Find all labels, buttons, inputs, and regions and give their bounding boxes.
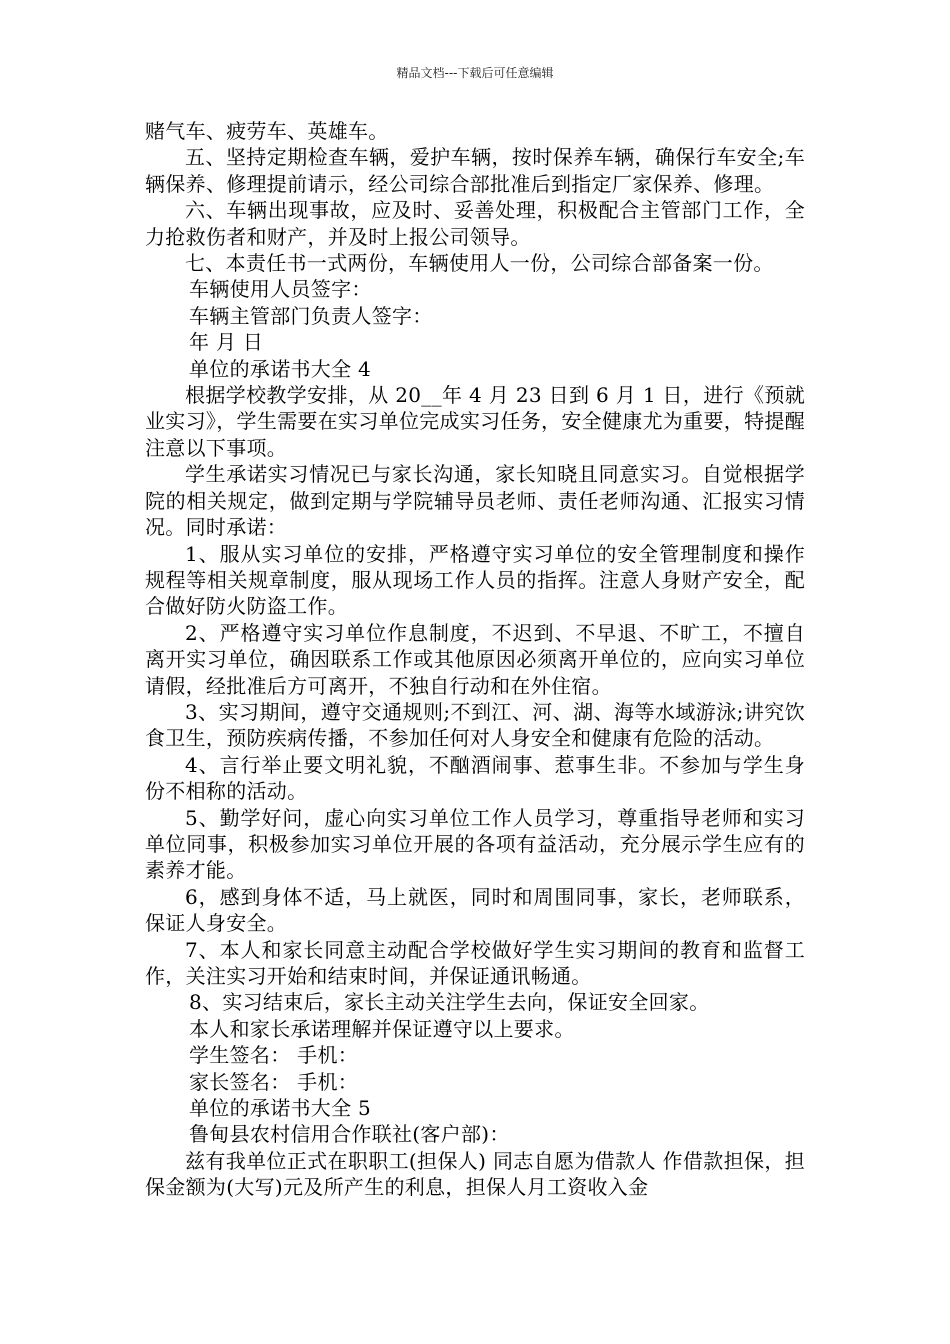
paragraph-20: 家长签名： 手机： bbox=[189, 1069, 359, 1094]
paragraph-22: 鲁甸县农村信用合作联社(客户部)： bbox=[189, 1122, 510, 1147]
paragraph-11: 2、严格遵守实习单位作息制度，不迟到、不早退、不旷工，不擅自离开实习单位，确因联系工作或其他原因必须离开单位的，应向实习单位请假，经批准后方可离开，不独自行动和在外住宿。 bbox=[145, 620, 805, 698]
paragraph-3: 七、本责任书一式两份，车辆使用人一份，公司综合部备案一份。 bbox=[185, 251, 774, 276]
paragraph-7: 单位的承诺书大全 4 bbox=[189, 356, 372, 381]
paragraph-4: 车辆使用人员签字： bbox=[189, 277, 372, 302]
paragraph-21: 单位的承诺书大全 5 bbox=[189, 1096, 372, 1121]
paragraph-5: 车辆主管部门负责人签字： bbox=[189, 303, 433, 328]
paragraph-6: 年 月 日 bbox=[189, 330, 264, 355]
paragraph-12: 3、实习期间，遵守交通规则;不到江、河、湖、海等水域游泳;讲究饮食卫生，预防疾病传播，不参加任何对人身安全和健康有危险的活动。 bbox=[145, 699, 805, 751]
paragraph-19: 学生签名： 手机： bbox=[189, 1043, 359, 1068]
paragraph-23: 兹有我单位正式在职职工(担保人) 同志自愿为借款人 作借款担保，担保金额为(大写)元及所产生的利息，担保人月工资收入金 bbox=[145, 1148, 805, 1200]
paragraph-10: 1、服从实习单位的安排，严格遵守实习单位的安全管理制度和操作规程等相关规章制度，服从现场工作人员的指挥。注意人身财产安全，配合做好防火防盗工作。 bbox=[145, 541, 805, 619]
page-header: 精品文档---下载后可任意编辑 bbox=[396, 66, 554, 80]
paragraph-18: 本人和家长承诺理解并保证遵守以上要求。 bbox=[189, 1016, 575, 1041]
paragraph-8: 根据学校教学安排，从 20__年 4 月 23 日到 6 月 1 日，进行《预就业实习》，学生需要在实习单位完成实习任务，安全健康尤为重要，特提醒注意以下事项。 bbox=[145, 383, 805, 460]
document-body bbox=[145, 118, 805, 1201]
paragraph-13: 4、言行举止要文明礼貌，不酗酒闹事、惹事生非。不参加与学生身份不相称的活动。 bbox=[145, 752, 805, 804]
paragraph-16: 7、本人和家长同意主动配合学校做好学生实习期间的教育和监督工作，关注实习开始和结束时间，并保证通讯畅通。 bbox=[145, 937, 805, 988]
paragraph-17: 8、实习结束后，家长主动关注学生去向，保证安全回家。 bbox=[189, 990, 710, 1015]
paragraph-1: 五、坚持定期检查车辆，爱护车辆，按时保养车辆，确保行车安全;车辆保养、修理提前请示，经公司综合部批准后到指定厂家保养、修理。 bbox=[145, 145, 805, 196]
paragraph-0: 赌气车、疲劳车、英雄车。 bbox=[145, 119, 389, 143]
paragraph-15: 6，感到身体不适，马上就医，同时和周围同事，家长，老师联系，保证人身安全。 bbox=[145, 884, 805, 936]
paragraph-14: 5、勤学好问，虚心向实习单位工作人员学习，尊重指导老师和实习单位同事，积极参加实习单位开展的各项有益活动，充分展示学生应有的素养才能。 bbox=[145, 805, 805, 883]
paragraph-9: 学生承诺实习情况已与家长沟通，家长知晓且同意实习。自觉根据学院的相关规定，做到定期与学院辅导员老师、责任老师沟通、汇报实习情况。同时承诺： bbox=[145, 462, 805, 540]
paragraph-2: 六、车辆出现事故，应及时、妥善处理，积极配合主管部门工作，全力抢救伤者和财产，并及时上报公司领导。 bbox=[145, 198, 805, 249]
